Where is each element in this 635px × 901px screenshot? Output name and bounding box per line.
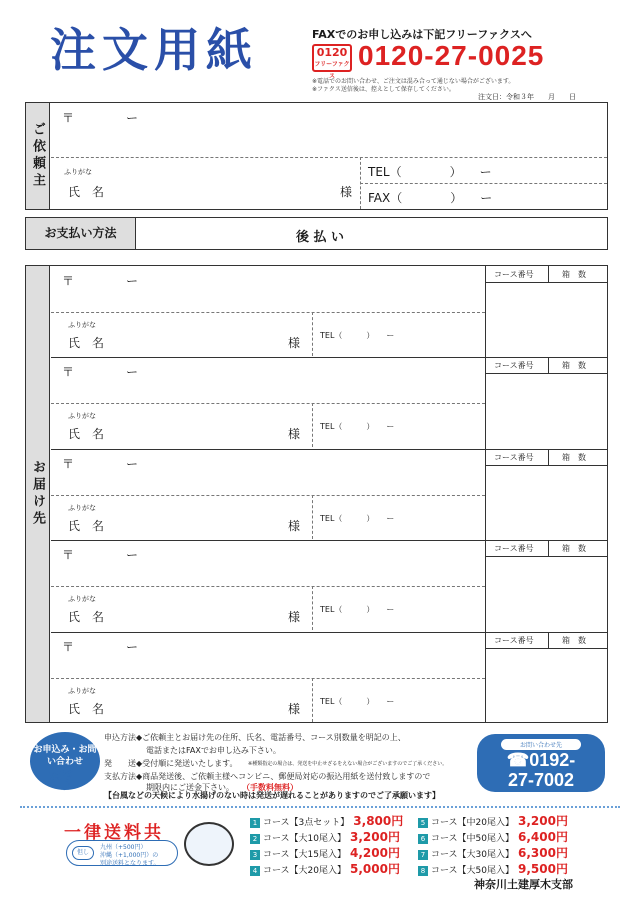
delivery-row-border: [51, 540, 485, 541]
branch-name: 神奈川土建厚木支部: [474, 878, 573, 891]
course-number: 5: [418, 818, 428, 828]
box-count-header: 箱 数: [562, 270, 586, 279]
delivery-postal-dash: ー: [126, 365, 139, 380]
fax-number: 0120-27-0025: [358, 40, 545, 71]
delivery-postal: 〒: [62, 548, 75, 563]
course-number: 1: [250, 818, 260, 828]
course-price: 6,300円: [518, 846, 568, 860]
delivery-sama: 様: [288, 610, 301, 625]
delivery-tel[interactable]: TEL（ ） ー: [320, 605, 395, 615]
fee-free: （手数料無料）: [242, 783, 298, 792]
delivery-furigana: ふりがな: [68, 686, 96, 695]
delivery-furigana: ふりがな: [68, 503, 96, 512]
order-date: 注文日：令和３年 月 日: [478, 93, 576, 101]
free-logo-number: 0120: [316, 46, 348, 59]
client-section: [25, 102, 608, 210]
course-number: 4: [250, 866, 260, 876]
client-side-label: ご依頼主: [26, 103, 50, 209]
shipping-info-note: ※種類指定の場合は、発送を中止せざるをえない場合がございますのでご了承ください。: [248, 761, 448, 767]
inquiry-label: お問い合わせ先: [501, 739, 581, 750]
delivery-vdivider: [312, 403, 313, 447]
course-item: [418, 828, 568, 845]
bird-icon: 🕊: [48, 768, 74, 792]
client-furigana: ふりがな: [64, 168, 92, 176]
delivery-tel[interactable]: TEL（ ） ー: [320, 513, 395, 523]
delivery-name-label: 氏 名: [68, 610, 105, 625]
delivery-postal: 〒: [62, 639, 75, 654]
course-no-header: コース番号: [494, 361, 534, 371]
delivery-postal: 〒: [62, 365, 75, 380]
delivery-furigana: ふりがな: [68, 595, 96, 604]
course-label: コース【大30尾入】: [431, 850, 515, 860]
client-postal-dash: ー: [126, 111, 139, 125]
payment-value: 後 払 い: [296, 230, 345, 245]
course-label: コース【大20尾入】: [263, 866, 347, 876]
delivery-divider: [51, 495, 485, 496]
weather-notice: 【台風などの天候により水揚げのない時は発送が遅れることがありますのでご了承願います】: [104, 791, 440, 800]
delivery-sama: 様: [288, 427, 301, 442]
delivery-section: [25, 265, 608, 723]
course-price: 3,200円: [350, 830, 400, 844]
course-header-line: [485, 282, 608, 283]
course-item: [250, 860, 400, 877]
shipping-title: 一律送料共: [64, 823, 164, 843]
apply-method: 申込方法◆ご依頼主とお届け先の住所、氏名、電話番号、コース別数量を明記の上、: [104, 733, 406, 742]
payment-section: [25, 217, 608, 250]
course-label: コース【大15尾入】: [263, 850, 347, 860]
truck-icon: [184, 822, 234, 866]
delivery-postal-dash: ー: [126, 456, 139, 471]
course-header-sep: [548, 449, 549, 465]
course-number: 2: [250, 834, 260, 844]
inquiry-number-2: 27-7002: [507, 770, 575, 790]
payment-info: 支払方法◆商品発送後、ご依頼主様へコンビニ、郵便局対応の振込用紙を送付致しますので: [104, 772, 431, 781]
course-number: 6: [418, 834, 428, 844]
course-item: [250, 812, 403, 829]
client-tel[interactable]: TEL（ ） ー: [368, 165, 492, 179]
client-name-label: 氏 名: [68, 185, 105, 199]
delivery-divider: [51, 403, 485, 404]
course-label: コース【中20尾入】: [431, 818, 515, 828]
shipping-okinawa: 沖縄（+1,000円）の: [100, 852, 159, 859]
shipping-kyushu: 九州（+500円）: [100, 844, 147, 851]
inquiry-number-1: [477, 750, 605, 770]
inquiry-box: [477, 734, 605, 792]
course-number: 7: [418, 850, 428, 860]
delivery-row-border: [51, 357, 485, 358]
course-item: [250, 828, 400, 845]
payment-info-2: 期限内にご送金下さい。: [146, 783, 234, 792]
free-logo-caption: フリーファクス: [314, 61, 350, 80]
delivery-row-border: [51, 449, 485, 450]
phone-note: ※電話でのお問い合わせ、ご注文は混み合って通じない場合がございます。: [312, 78, 515, 85]
delivery-row-border: [51, 632, 485, 633]
payment-label: お支払い方法: [26, 218, 136, 249]
save-note: ※ファクス送信後は、控えとして保存してください。: [312, 86, 455, 93]
delivery-divider: [51, 312, 485, 313]
course-no-header: コース番号: [494, 544, 534, 554]
course-price: 6,400円: [518, 830, 568, 844]
phone-icon: ☎: [506, 750, 530, 770]
box-count-header: 箱 数: [562, 544, 586, 554]
course-header-sep: [548, 357, 549, 373]
delivery-name-label: 氏 名: [68, 701, 105, 716]
delivery-sama: 様: [288, 518, 301, 533]
course-no-header: コース番号: [494, 270, 534, 279]
delivery-sama: 様: [288, 701, 301, 716]
shipping-info: 発 送◆受付順に発送いたします。: [104, 759, 238, 768]
delivery-divider: [51, 586, 485, 587]
delivery-postal-dash: ー: [126, 274, 139, 288]
client-tel-divider: [360, 183, 607, 184]
course-header-sep: [548, 632, 549, 648]
box-count-header: 箱 数: [562, 361, 586, 371]
delivery-divider: [51, 678, 485, 679]
delivery-furigana: ふりがな: [68, 321, 96, 329]
delivery-vdivider: [312, 312, 313, 356]
client-sama: 様: [340, 185, 353, 199]
client-postal: 〒: [62, 111, 75, 125]
course-price: 5,000円: [350, 862, 400, 876]
delivery-postal-dash: ー: [126, 639, 139, 654]
course-price: 9,500円: [518, 862, 568, 876]
delivery-tel[interactable]: TEL（ ） ー: [320, 696, 395, 706]
delivery-name-label: 氏 名: [68, 518, 105, 533]
course-number: 8: [418, 866, 428, 876]
course-label: コース【大10尾入】: [263, 834, 347, 844]
course-label: コース【3点セット】: [263, 818, 350, 828]
course-item: [418, 812, 568, 829]
contact-bubble: お申込み・お問い合わせ: [30, 732, 100, 790]
wave-divider: [20, 806, 620, 808]
delivery-name-label: 氏 名: [68, 336, 105, 350]
course-header-line: [485, 648, 608, 649]
delivery-postal-dash: ー: [126, 548, 139, 563]
course-label: コース【大50尾入】: [431, 866, 515, 876]
course-header-sep: [548, 266, 549, 282]
course-no-header: コース番号: [494, 452, 534, 462]
course-label: コース【中50尾入】: [431, 834, 515, 844]
course-item: [418, 860, 568, 877]
delivery-furigana: ふりがな: [68, 412, 96, 421]
fax-instruction: FAXでのお申し込みは下記フリーファクスへ: [312, 28, 532, 41]
inquiry-num1-text: 0192-: [529, 750, 576, 770]
delivery-vdivider: [312, 586, 313, 630]
delivery-vdivider: [312, 678, 313, 722]
delivery-postal: 〒: [62, 456, 75, 471]
shipping-extra: 別途送料となります。: [100, 860, 160, 867]
shipping-badge-label: 但し: [72, 846, 94, 860]
course-header-line: [485, 556, 608, 557]
course-price: 3,800円: [353, 814, 404, 828]
course-header-line: [485, 465, 608, 466]
delivery-sama: 様: [288, 336, 301, 350]
client-divider: [51, 157, 607, 158]
delivery-side-label: お届け先: [26, 266, 50, 722]
delivery-tel[interactable]: TEL（ ） ー: [320, 331, 395, 340]
box-count-header: 箱 数: [562, 635, 586, 645]
course-header-sep: [548, 540, 549, 556]
course-item: [418, 844, 568, 861]
course-header-line: [485, 373, 608, 374]
delivery-vdivider: [312, 495, 313, 539]
free-fax-logo: [312, 44, 352, 80]
delivery-tel[interactable]: TEL（ ） ー: [320, 422, 395, 432]
apply-method-2: 電話またはFAXでお申し込み下さい。: [146, 746, 281, 755]
course-price: 4,200円: [350, 846, 400, 860]
box-count-header: 箱 数: [562, 452, 586, 462]
course-item: [250, 844, 400, 861]
delivery-postal: 〒: [62, 274, 75, 288]
delivery-name-label: 氏 名: [68, 427, 105, 442]
course-number: 3: [250, 850, 260, 860]
client-fax[interactable]: FAX（ ） ー: [368, 191, 493, 205]
course-price: 3,200円: [518, 814, 568, 828]
course-no-header: コース番号: [494, 635, 534, 645]
page-title: 注文用紙: [50, 23, 258, 77]
